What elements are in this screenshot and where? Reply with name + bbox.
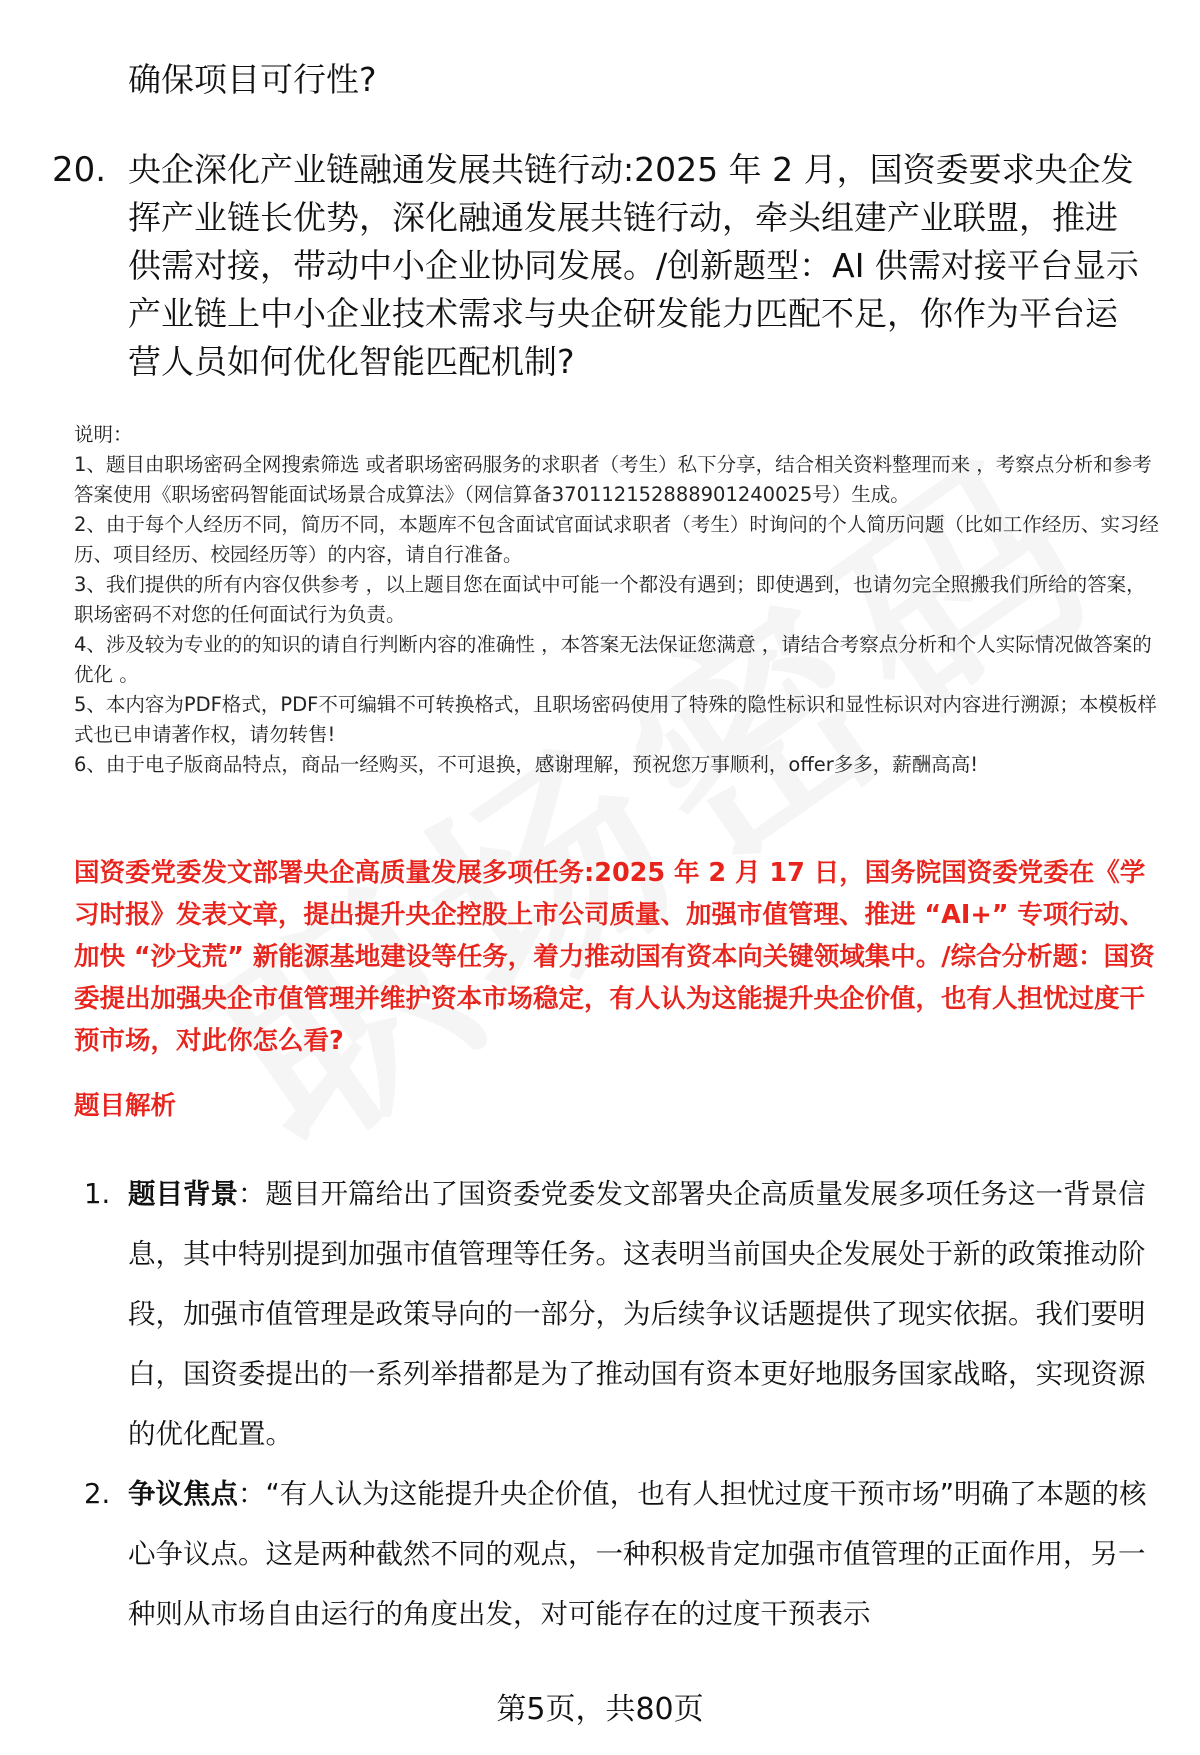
section-title: 题目解析 bbox=[74, 1091, 177, 1121]
page-footer: 第5页，共80页 bbox=[496, 1692, 704, 1727]
note-item: 2、由于每个人经历不同，简历不同，本题库不包含面试官面试求职者（考生）时询问的个人简历问题（比如工作经历、实习经历、项目经历、校园经历等）的内容，请自行准备。 bbox=[74, 513, 1159, 566]
analysis-item-text: ：“有人认为这能提升央企价值，也有人担忧过度干预市场”明确了本题的核心争议点。这是两种截然不同的观点，一种积极肯定加强市值管理的正面作用，另一种则从市场自由运行的角度出发，对可能存在的过度干预表示 bbox=[128, 1478, 1147, 1630]
analysis-item-number: 2. bbox=[84, 1478, 111, 1510]
note-item: 3、我们提供的所有内容仅供参考 ，以上题目您在面试中可能一个都没有遇到；即使遇到，也请勿完全照搬我们所给的答案，职场密码不对您的任何面试行为负责。 bbox=[74, 573, 1146, 626]
note-item: 1、题目由职场密码全网搜索筛选 或者职场密码服务的求职者（考生）私下分享，结合相关资料整理而来 ，考察点分析和参考答案使用《职场密码智能面试场景合成算法》（网信算备370112152888901240025号）生成。 bbox=[74, 453, 1152, 506]
question-number: 20. bbox=[52, 150, 107, 190]
disclaimer-notes bbox=[74, 420, 1164, 780]
question-text: 央企深化产业链融通发展共链行动:2025 年 2 月，国资委要求央企发挥产业链长优势，深化融通发展共链行动，牵头组建产业联盟，推进供需对接，带动中小企业协同发展。/创新题型：AI 供需对接平台显示产业链上中小企业技术需求与央企研发能力匹配不足，你作为平台运营人员如何优化智能匹配机制? bbox=[128, 150, 1139, 381]
analysis-item bbox=[80, 1164, 1160, 1464]
analysis-item-term: 题目背景 bbox=[128, 1178, 238, 1210]
note-item: 5、本内容为PDF格式，PDF不可编辑不可转换格式，且职场密码使用了特殊的隐性标识和显性标识对内容进行溯源；本模板样式也已申请著作权，请勿转售! bbox=[74, 693, 1157, 746]
analysis-item-text: ：题目开篇给出了国资委党委发文部署央企高质量发展多项任务这一背景信息，其中特别提到加强市值管理等任务。这表明当前国央企发展处于新的政策推动阶段，加强市值管理是政策导向的一部分，为后续争议话题提供了现实依据。我们要明白，国资委提出的一系列举措都是为了推动国有资本更好地服务国家战略，实现资源的优化配置。 bbox=[128, 1178, 1146, 1450]
note-item: 6、由于电子版商品特点，商品一经购买，不可退换，感谢理解，预祝您万事顺利，offer多多，薪酬高高! bbox=[74, 753, 979, 776]
continued-question-text: 确保项目可行性? bbox=[128, 60, 377, 99]
highlighted-question: 国资委党委发文部署央企高质量发展多项任务:2025 年 2 月 17 日，国务院国资委党委在《学习时报》发表文章，提出提升央企控股上市公司质量、加强市值管理、推进 “AI+” 专项行动、加快 “沙戈荒” 新能源基地建设等任务，着力推动国有资本向关键领域集中。/综合分析题：国资委提出加强央企市值管理并维护资本市场稳定，有人认为这能提升央企价值，也有人担忧过度干预市场，对此你怎么看? bbox=[74, 858, 1155, 1056]
analysis-item bbox=[80, 1464, 1160, 1644]
analysis-item-number: 1. bbox=[84, 1178, 111, 1210]
analysis-list bbox=[80, 1164, 1160, 1644]
note-item: 4、涉及较为专业的的知识的请自行判断内容的准确性 ，本答案无法保证您满意 ，请结合考察点分析和个人实际情况做答案的优化 。 bbox=[74, 633, 1152, 686]
analysis-item-term: 争议焦点 bbox=[128, 1478, 238, 1510]
notes-title: 说明： bbox=[74, 423, 133, 446]
